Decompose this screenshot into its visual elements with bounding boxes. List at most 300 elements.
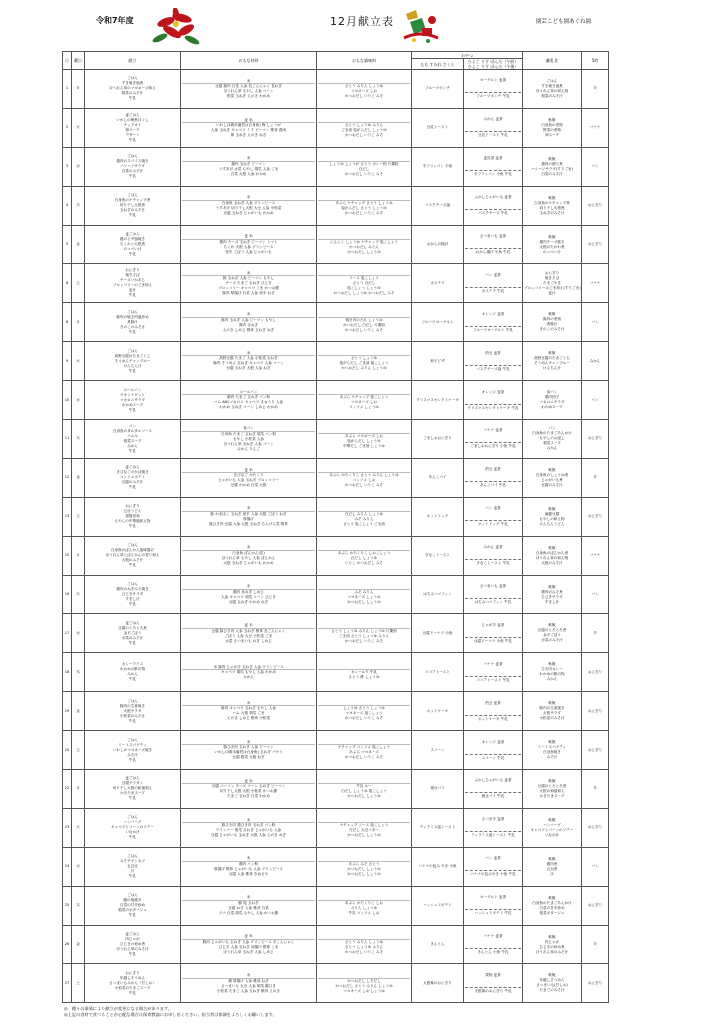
baby-food-cell bbox=[523, 108, 582, 147]
ingredient-line: ウインナー 胡瓜 玉ねぎ じゃがいも 人参 bbox=[215, 828, 282, 833]
seasoning-line: あぶら かたくりこ さとう みりん しょうゆ bbox=[329, 473, 399, 478]
baby-food-item: 軟飯 bbox=[548, 351, 556, 356]
ingredients-cell bbox=[181, 497, 317, 536]
seasoning-line: あぶら ケチャップ 塩こしょう bbox=[339, 395, 389, 400]
seasonings-cell bbox=[317, 420, 412, 459]
ingredients-cell bbox=[181, 147, 317, 186]
weekday-cell: 土 bbox=[72, 497, 85, 536]
oyatsu-hiyoko-cell bbox=[464, 808, 523, 847]
menu-item: わかめスープ bbox=[121, 402, 144, 407]
baby-food-item: 軟飯 bbox=[548, 545, 556, 550]
seasoning-line: 白だし bbox=[358, 167, 370, 172]
seasoning-line: にんにく しょうゆ ケチャップ 塩こしょう bbox=[330, 239, 398, 244]
baby-food-item: 豚肉の煮物 bbox=[543, 317, 561, 322]
ingredient-line: 米 bbox=[182, 818, 315, 824]
menu-item: 根菜のポタージュ bbox=[118, 908, 147, 913]
oyatsu-hiyoko-cell bbox=[464, 770, 523, 809]
menu-item: 鶏肉のねぎみそ焼き bbox=[116, 587, 149, 592]
menu-item: カレーライス bbox=[121, 662, 144, 667]
seasoning-line: ごま油 塩がらだし しょうゆ bbox=[341, 128, 387, 133]
table-row bbox=[63, 808, 609, 847]
baby-food-item: たまごやき bbox=[543, 280, 561, 285]
oyatsu-am: みかん 麦茶 bbox=[483, 545, 503, 550]
menu-item: 牛乳 bbox=[128, 835, 137, 840]
menu-cell bbox=[85, 614, 181, 653]
ingredient-line: みかん bbox=[243, 675, 254, 680]
ingredient-line: 鶏肉 長ねぎ しめじ bbox=[232, 589, 265, 594]
menu-item: 牛乳 bbox=[128, 368, 137, 373]
baby-food-item: すまし汁 bbox=[544, 599, 560, 604]
menu-item: ちくわと大根煮 bbox=[119, 242, 146, 246]
menu-item: 鯖の塩焼き bbox=[123, 898, 142, 903]
ingredient-line: 豚肉 玉ねぎ bbox=[238, 322, 259, 327]
col-day: 日 bbox=[63, 52, 72, 70]
oyatsu-am: ふかしじゃがいも 麦茶 bbox=[474, 195, 512, 200]
baby-food-item: ひじきサラダ bbox=[541, 594, 563, 599]
ingredient-line: 白身魚 ぽんかん(皮) bbox=[232, 550, 265, 555]
menu-cell bbox=[85, 458, 181, 497]
seasonings-cell bbox=[317, 614, 412, 653]
ingredients-cell bbox=[181, 536, 317, 575]
table-row bbox=[63, 575, 609, 614]
seasoning-line: 焼き肉のたれ しょうゆ bbox=[345, 317, 383, 322]
baby-food-cell bbox=[523, 70, 582, 109]
menu-item: マカロニサラダ bbox=[119, 397, 146, 402]
menu-item: 切り干し大根の和風和え bbox=[112, 786, 153, 791]
seasonings-cell bbox=[317, 575, 412, 614]
table-row bbox=[63, 381, 609, 420]
menu-item: ほうれん草のみそ汁 bbox=[116, 947, 149, 952]
ingredient-line: 豆腐 玉ねぎ 大根 人参 ねぎ bbox=[226, 366, 271, 371]
menu-cell bbox=[85, 264, 181, 303]
menu-item: ごはん bbox=[127, 854, 138, 859]
seasonings-cell bbox=[317, 186, 412, 225]
oyatsu-hiyoko-cell bbox=[464, 186, 523, 225]
baby-food-item: 軟飯 bbox=[548, 778, 556, 783]
oyatsu-momo-cell: ごましおおにぎり bbox=[412, 420, 464, 459]
seasoning-line: あぶら マヨネーズ bbox=[349, 750, 379, 755]
seasoning-line: マヨネーズ しょうゆ bbox=[347, 594, 381, 599]
menu-item: ほうれん草のマヨネーズ和え bbox=[109, 86, 156, 91]
baby-food-item: 軟飯 bbox=[548, 195, 556, 200]
table-row bbox=[63, 692, 609, 731]
menu-item: 麦ごはん bbox=[125, 776, 140, 781]
ingredient-line: さつまいも 大豆 人参 胡瓜 錦ひき bbox=[221, 983, 276, 988]
baby-food-item: 金平ごぼう bbox=[543, 633, 561, 638]
day-cell: 25 bbox=[63, 886, 72, 925]
seasoning-line: かつおだし みりん しょうゆ bbox=[341, 366, 387, 371]
seasoning-line: みそ みりん bbox=[354, 517, 374, 522]
baby-food-item: 大根サラダ bbox=[543, 711, 561, 716]
fiscal-year: 令和7年度 bbox=[96, 16, 134, 25]
oyatsu-pm: フルーツポンチ 牛乳 bbox=[465, 92, 521, 100]
menu-item: 牛乳 bbox=[128, 252, 137, 256]
ingredients-cell bbox=[181, 381, 317, 420]
menu-item: みそチキンカツ bbox=[119, 859, 146, 864]
seasoning-line: 白だし しょうゆ 塩こしょう bbox=[341, 789, 387, 794]
ingredient-line: 根菜 玉ねぎ えのき わかめ bbox=[227, 94, 270, 99]
oyatsu-am: 煎豆 麦茶 bbox=[485, 467, 501, 472]
menu-cell bbox=[85, 770, 181, 809]
oyatsu-am: パン 麦茶 bbox=[485, 506, 501, 511]
page-title: 12月献立表 bbox=[330, 15, 394, 28]
seasoning-line: かつおだし いりこ みそ bbox=[344, 172, 384, 177]
baby-food-item: もやしのお浸し bbox=[539, 436, 565, 441]
seasoning-line: あぶら ケチャップ さとう しょうゆ bbox=[335, 200, 393, 205]
seasoning-line: 塩がらだし ごま油 塩こしょう bbox=[339, 361, 389, 366]
oyatsu-pm: はちみつマフィン 牛乳 bbox=[465, 598, 521, 606]
oyatsu-momo-cell: 芋フリッパン 小魚 bbox=[412, 147, 464, 186]
seasoning-line: さとう しょうゆ みりん しょうゆ 片栗粉 bbox=[331, 628, 397, 633]
oyatsu-pm: 芋フリッパン 小魚 牛乳 bbox=[465, 170, 521, 178]
day-cell: 8 bbox=[63, 303, 72, 342]
oyatsu-pm: スコーン 牛乳 bbox=[465, 754, 521, 762]
oyatsu-hiyoko-cell bbox=[464, 847, 523, 886]
day-cell: 20 bbox=[63, 731, 72, 770]
oyatsu-am: みかん 麦茶 bbox=[483, 117, 503, 122]
menu-cell bbox=[85, 420, 181, 459]
oyatsu-pm: バスクチーズ 牛乳 bbox=[465, 209, 521, 217]
seasoning-line: ケチャップ コンソメ 塩こしょう bbox=[337, 745, 391, 750]
baby-food-item: 食パン bbox=[546, 390, 558, 395]
menu-item: 牛乳 bbox=[128, 213, 137, 218]
seasonings-cell bbox=[317, 847, 412, 886]
ingredient-line: ひじき 人参 玉ねぎ 油揚げ 椎茸 こま bbox=[218, 944, 279, 949]
ingredients-cell bbox=[181, 731, 317, 770]
oyatsu-pm: ホットドッグ 牛乳 bbox=[465, 520, 521, 528]
5pm-snack-cell: バナナ bbox=[582, 264, 609, 303]
oyatsu-hiyoko-cell bbox=[464, 342, 523, 381]
seasoning-line: あぶら マヨネーズ しお bbox=[344, 434, 384, 439]
ingredient-line: 米 bbox=[182, 701, 315, 707]
day-cell: 13 bbox=[63, 497, 72, 536]
menu-item: 年越しそうめん bbox=[119, 975, 146, 980]
ingredients-cell bbox=[181, 770, 317, 809]
baby-food-item: みかん bbox=[546, 446, 558, 451]
menu-item: 大根のみそ汁 bbox=[121, 558, 144, 563]
menu-item: 煮豚汁 bbox=[127, 319, 138, 324]
baby-food-cell bbox=[523, 614, 582, 653]
menu-item: ごはん bbox=[127, 698, 138, 703]
menu-item: 麦ごはん bbox=[125, 465, 140, 470]
seasoning-line: コンソメ しお bbox=[352, 478, 376, 483]
menu-item: 豆腐のとろとろ煮 bbox=[118, 625, 147, 630]
baby-food-item: 豆腐のとろとろ煮 bbox=[537, 783, 567, 788]
seasoning-line: かつおだし 白だし 片栗粉 bbox=[343, 322, 385, 327]
baby-food-item: 白身魚のしょうゆ煮 bbox=[535, 472, 569, 477]
seasoning-line: みそ みりん bbox=[354, 589, 374, 594]
5pm-snack-cell: おにぎり bbox=[582, 653, 609, 692]
oyatsu-hiyoko-cell bbox=[464, 886, 523, 925]
col-baby-food: 離乳食 bbox=[523, 52, 582, 70]
oyatsu-hiyoko-cell bbox=[464, 575, 523, 614]
ingredient-line: ハム 大根 胡瓜 ごま bbox=[232, 711, 265, 716]
ingredients-cell bbox=[181, 964, 317, 1003]
baby-food-cell bbox=[523, 847, 582, 886]
menu-item: ごはん bbox=[127, 348, 138, 353]
ingredient-line: 米 bbox=[182, 271, 315, 277]
ingredient-line: ロールパン bbox=[182, 390, 315, 396]
seasoning-line: かつおだし いりこ みそ bbox=[344, 638, 384, 643]
oyatsu-momo-cell: ホットドッグ bbox=[412, 497, 464, 536]
seasonings-cell bbox=[317, 458, 412, 497]
day-cell: 1 bbox=[63, 70, 72, 109]
baby-food-item: 高野豆腐のたまごとじ bbox=[534, 356, 570, 361]
ingredient-line: 米 bbox=[182, 195, 315, 201]
col-5pm: 5時 bbox=[582, 52, 609, 70]
ingredient-line: うすあげ 切り干し大根 大豆 人参 小松菜 bbox=[215, 205, 282, 210]
oyatsu-momo-cell: ハッシュドポテト bbox=[412, 886, 464, 925]
5pm-snack-cell: おにぎり bbox=[582, 886, 609, 925]
ingredient-line: ほうれん草 もやし 人参 ぽんかん bbox=[221, 555, 276, 560]
seasoning-line: マヨネーズ 塩こしょう bbox=[345, 711, 383, 716]
menu-item: ごはん bbox=[127, 76, 138, 81]
day-cell: 15 bbox=[63, 536, 72, 575]
menu-item: わかめの酢の物 bbox=[119, 667, 146, 672]
oyatsu-pm: 焼豆パイ 牛乳 bbox=[465, 792, 521, 800]
menu-item: ごはん bbox=[127, 154, 138, 159]
seasonings-cell bbox=[317, 108, 412, 147]
seasoning-line: ケチャップ ソース 塩こしょう bbox=[339, 823, 389, 828]
baby-food-item: のっぺい汁 bbox=[543, 249, 561, 254]
oyatsu-hiyoko-cell bbox=[464, 420, 523, 459]
baby-food-item: かきたまスープ bbox=[539, 793, 565, 798]
oyatsu-am: さつまいも 麦茶 bbox=[479, 584, 507, 589]
baby-food-cell bbox=[523, 536, 582, 575]
ingredient-line: 米 bbox=[182, 545, 315, 551]
ingredient-line: きびなご かたくり bbox=[233, 473, 264, 478]
oyatsu-am: じゃが芋 麦茶 bbox=[481, 622, 505, 627]
day-cell: 11 bbox=[63, 420, 72, 459]
baby-food-item: 豆腐のみそ汁 bbox=[541, 482, 563, 487]
baby-food-item: おにぎり bbox=[544, 270, 560, 275]
oyatsu-momo-cell: スコーン bbox=[412, 731, 464, 770]
col-main-ingredients: おもな材料 bbox=[181, 52, 317, 70]
ingredients-cell bbox=[181, 342, 317, 381]
menu-item: 肉じゃが bbox=[125, 937, 140, 942]
oyatsu-pm: ハッシュドポテト 牛乳 bbox=[465, 909, 521, 917]
oyatsu-am: 果物 麦茶 bbox=[485, 972, 501, 977]
menu-item: 白菜のみそ汁 bbox=[121, 169, 144, 174]
oyatsu-pm: 大根葉のおにぎり 牛乳 bbox=[465, 987, 521, 995]
weekday-cell: 土 bbox=[72, 264, 85, 303]
oyatsu-momo-cell: 焼豆パイ bbox=[412, 770, 464, 809]
footer-notes bbox=[64, 1006, 277, 1018]
seasoning-line: かつおだし いりこ みそ bbox=[344, 133, 384, 138]
menu-item: ロールパン bbox=[123, 387, 142, 392]
baby-food-cell bbox=[523, 653, 582, 692]
menu-cell bbox=[85, 381, 181, 420]
baby-food-item: 軟飯 bbox=[548, 623, 556, 628]
baby-food-cell bbox=[523, 381, 582, 420]
oyatsu-am: パン 麦茶 bbox=[485, 856, 501, 861]
baby-food-cell bbox=[523, 186, 582, 225]
oyatsu-am: ヨーグルト 麦茶 bbox=[479, 78, 507, 83]
menu-item: 根菜スープ bbox=[123, 438, 142, 443]
oyatsu-hiyoko-cell bbox=[464, 614, 523, 653]
ingredient-line: 鶏肉 たまご 玉ねぎ パン粉 bbox=[227, 395, 270, 400]
ingredient-line: 豆腐 わかめ 白菜 大根 bbox=[230, 483, 267, 488]
menu-item: きのこのみそ汁 bbox=[119, 324, 146, 329]
weekday-cell: 月 bbox=[72, 536, 85, 575]
ingredient-line: ほうれん草 玉ねぎ 人参 しめじ bbox=[223, 949, 274, 954]
menu-item: ハリハリサラダ bbox=[120, 164, 145, 169]
baby-food-cell bbox=[523, 964, 582, 1003]
ingredient-line: ちくわ 大根 人参 グリンピース bbox=[223, 244, 274, 249]
menu-item: みかん bbox=[127, 443, 138, 448]
menu-item: すき焼き風煮 bbox=[121, 81, 144, 86]
baby-food-cell bbox=[523, 886, 582, 925]
menu-item: かきたまスープ bbox=[120, 791, 145, 796]
menu-item: ごはん bbox=[127, 737, 138, 742]
baby-food-item: ブロッコリーのごま和え(すりごま) bbox=[524, 285, 581, 290]
ingredient-line: 小松菜 たまご 人参 玉ねぎ 椎茸 えのき bbox=[216, 988, 281, 993]
oyatsu-pm: ホットケーキ 牛乳 bbox=[465, 715, 521, 723]
seasoning-line: しょうゆ しょうが さとう カレー粉 片栗粉 bbox=[329, 162, 399, 167]
col-menu: 献立 bbox=[85, 52, 181, 70]
baby-food-item: 鶏肉のみそ煮 bbox=[541, 589, 563, 594]
oyatsu-pm: 豆乳トースト 牛乳 bbox=[465, 131, 521, 139]
baby-food-item: 根菜スープ bbox=[543, 441, 561, 446]
oyatsu-hiyoko-cell bbox=[464, 381, 523, 420]
seasoning-line: さとう 白だし bbox=[352, 281, 376, 286]
oyatsu-hiyoko-cell bbox=[464, 692, 523, 731]
menu-item: 牛乳 bbox=[128, 677, 137, 682]
day-cell: 19 bbox=[63, 692, 72, 731]
oyatsu-momo-cell: 和子ピザ bbox=[412, 342, 464, 381]
baby-food-item: 白身魚のケチャップ煮 bbox=[534, 200, 570, 205]
menu-item: 玉ねぎのみそ汁 bbox=[119, 208, 146, 213]
ingredient-line: 白身魚 たまご 玉ねぎ 胡瓜 パン粉 bbox=[221, 431, 276, 436]
baby-food-cell bbox=[523, 420, 582, 459]
table-row bbox=[63, 614, 609, 653]
menu-item: のっぺい汁 bbox=[123, 247, 142, 251]
ingredient-line: キャベツ 胡瓜 もやし 人参 わかめ bbox=[221, 670, 276, 675]
seasoning-line: さとう みりん しょうゆ bbox=[344, 939, 384, 944]
menu-item: 五目うどん bbox=[123, 509, 142, 514]
seasoning-line: かつおだし しょうゆ bbox=[347, 867, 381, 872]
baby-food-item: 鶏肉煮 bbox=[546, 861, 558, 866]
seasoning-line: さとう 塩こしょう ごま油 bbox=[343, 522, 385, 527]
baby-food-item: パン bbox=[548, 426, 556, 431]
table-row bbox=[63, 264, 609, 303]
menu-item: ひじきサラダ bbox=[121, 592, 144, 597]
day-cell: 16 bbox=[63, 575, 72, 614]
table-row bbox=[63, 770, 609, 809]
day-cell: 12 bbox=[63, 458, 72, 497]
seasoning-line: かつおだし いりこ みそ bbox=[344, 210, 384, 215]
menu-item: ごはん bbox=[127, 815, 138, 820]
oyatsu-hiyoko-cell bbox=[464, 925, 523, 964]
footer-note: ◎上記の食材で食べることが心配な場合は保育教諭にお申し出ください。担当者は体調をよろしくお願いします。 bbox=[64, 1012, 277, 1017]
seasoning-line: 牛乳 ルー bbox=[356, 784, 372, 789]
oyatsu-momo-cell: 大根葉のおにぎり bbox=[412, 964, 464, 1003]
seasoning-line: あぶら みそ さとう bbox=[348, 862, 380, 867]
ingredients-cell bbox=[181, 420, 317, 459]
weekday-cell: 金 bbox=[72, 458, 85, 497]
day-cell: 27 bbox=[63, 964, 72, 1003]
menu-item: 麦ごはん bbox=[125, 620, 140, 625]
ingredient-line: 米 bbox=[182, 312, 315, 318]
menu-item: 根菜のみそ汁 bbox=[121, 91, 144, 96]
baby-food-item: 軟飯 bbox=[548, 934, 556, 939]
5pm-snack-cell: 半 bbox=[582, 770, 609, 809]
ingredient-line: チーズ たまご 玉ねぎ ひじき bbox=[225, 281, 272, 286]
baby-food-item: 鶏肉チーズ焼き bbox=[539, 239, 565, 244]
seasoning-line: あぶら かたくりこ しお bbox=[344, 900, 384, 905]
oyatsu-pm: ココアトースト 牛乳 bbox=[465, 676, 521, 684]
ingredient-line: 鯖 塩 玉ねぎ bbox=[238, 900, 259, 905]
menu-item: 白身魚のぽんかん風味揚げ bbox=[110, 548, 155, 553]
ingredient-line: 米 bbox=[182, 740, 315, 746]
baby-food-item: 軟飯 bbox=[548, 117, 556, 122]
col-oyatsu-momo: もも すみれ さくら bbox=[412, 59, 464, 70]
menu-item: 牛乳 bbox=[128, 874, 137, 879]
ingredients-cell bbox=[181, 692, 317, 731]
5pm-snack-cell: おにぎり bbox=[582, 497, 609, 536]
ingredient-line: じゃがいも 人参 玉ねぎ ブロッコリー bbox=[218, 478, 279, 483]
weekday-cell: 金 bbox=[72, 925, 85, 964]
menu-item: 高野豆腐のたまごとじ bbox=[114, 353, 151, 358]
menu-item: 豚肉の焼き肉風炒め bbox=[116, 314, 149, 319]
col-oyatsu-hiyoko bbox=[464, 59, 523, 70]
oyatsu-momo-cell: ホットケーキ bbox=[412, 692, 464, 731]
seasoning-line: あぶら かたくりこ しおこしょう bbox=[337, 550, 391, 555]
ingredient-line: 麦 米 bbox=[182, 468, 315, 474]
menu-item: 豚肉の生姜焼き bbox=[119, 703, 146, 708]
ingredient-line: 麦 米 bbox=[182, 623, 315, 629]
menu-item: 小松菜のみそ汁 bbox=[119, 713, 146, 718]
weekday-cell: 火 bbox=[72, 108, 85, 147]
menu-item: 小松菜のたまごスープ bbox=[114, 985, 151, 990]
baby-food-item: 小松菜のみそ汁 bbox=[539, 716, 565, 721]
ingredient-line: 麦 米 bbox=[182, 234, 315, 240]
oyatsu-am: 麦乳茶 麦茶 bbox=[483, 156, 503, 161]
seasoning-line: 白だし みりん しょうゆ bbox=[344, 512, 384, 517]
seasoning-line: かつおだし しろだし bbox=[347, 978, 381, 983]
seasoning-line: かつおだし いりこ みそ bbox=[344, 716, 384, 721]
baby-food-item: みかん bbox=[546, 677, 558, 682]
baby-food-item: 卵スープ bbox=[544, 132, 559, 137]
seasoning-line: 白だし 大豆バター bbox=[349, 828, 379, 833]
menu-item: ごはん bbox=[127, 893, 138, 898]
baby-food-cell bbox=[523, 808, 582, 847]
baby-food-cell bbox=[523, 925, 582, 964]
ingredient-line: 米 bbox=[182, 584, 315, 590]
5pm-snack-cell: 半 bbox=[582, 614, 609, 653]
weekday-cell: 土 bbox=[72, 731, 85, 770]
menu-item: 牛乳 bbox=[128, 174, 137, 179]
ingredients-cell bbox=[181, 653, 317, 692]
oyatsu-hiyoko-cell bbox=[464, 225, 523, 264]
seasonings-cell bbox=[317, 497, 412, 536]
col-dow: 曜日 bbox=[72, 52, 85, 70]
ingredient-line: 豆腐 玉ねぎ じゃがいも わかめ bbox=[223, 210, 274, 215]
baby-food-item: 軟飯 bbox=[548, 662, 556, 667]
seasoning-line: かつおだし いりこ みそ bbox=[344, 755, 384, 760]
seasonings-cell bbox=[317, 770, 412, 809]
menu-item: みそ汁 bbox=[127, 752, 138, 757]
menu-item: いわしの梅煮ほぐし bbox=[116, 117, 149, 122]
table-row bbox=[63, 497, 609, 536]
5pm-snack-cell: おにぎり bbox=[582, 420, 609, 459]
baby-food-item: 白菜のみそ汁 bbox=[541, 171, 563, 176]
table-row bbox=[63, 964, 609, 1003]
baby-food-item: けんちん汁 bbox=[543, 366, 561, 371]
menu-item: ミートスパゲティ bbox=[118, 742, 147, 747]
ingredient-line: 米 bbox=[182, 506, 315, 512]
baby-food-item: 軟飯 bbox=[548, 467, 556, 472]
